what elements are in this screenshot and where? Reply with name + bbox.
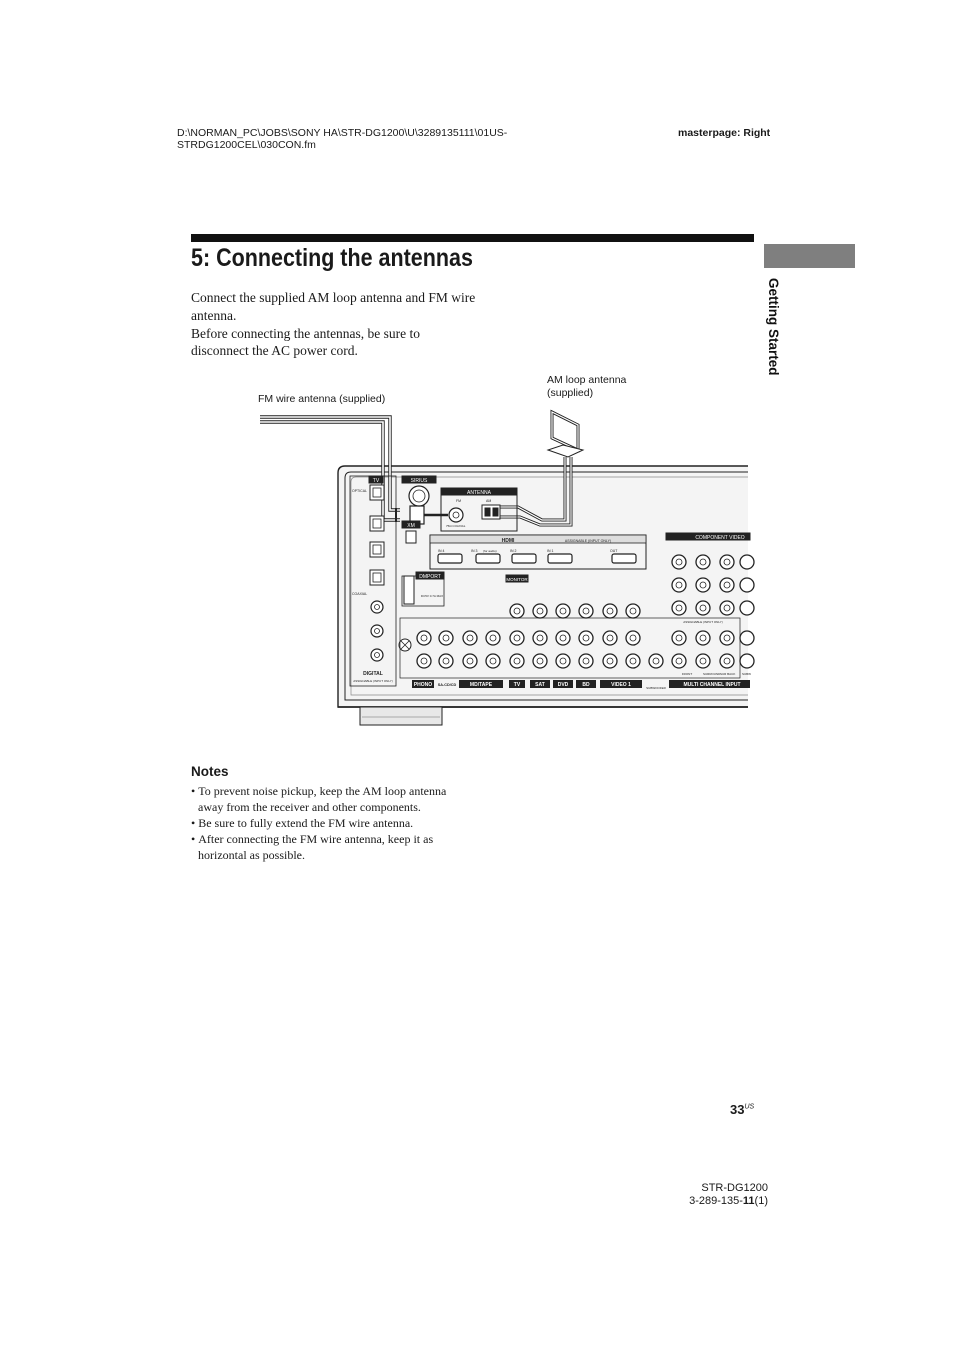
mc-surback-label: SUR BACK: [720, 672, 736, 676]
digital-note: ASSIGNABLE (INPUT ONLY): [353, 679, 393, 683]
subwoofer-label: SUBWOOFER: [646, 686, 666, 690]
file-path-line-1: D:\NORMAN_PC\JOBS\SONY HA\STR-DG1200\U\3289135111\01US-: [177, 127, 508, 139]
hdmi-in4-label: IN 4: [438, 549, 445, 553]
tv-tag: TV: [372, 478, 380, 484]
mc-subw-label: SUBW: [742, 672, 751, 676]
intro-paragraph-2: Before connecting the antennas, be sure to disconnect the AC power cord.: [191, 325, 421, 359]
hdmi-assignable: ASSIGNABLE (INPUT ONLY): [564, 539, 612, 543]
file-path: [177, 127, 557, 151]
optical-label: OPTICAL: [352, 489, 367, 493]
dmport-rating: DC5V 0.7A MAX: [420, 594, 444, 598]
intro-paragraph-1: Connect the supplied AM loop antenna and FM wire antenna.: [191, 290, 476, 323]
sirius-label: SIRIUS: [410, 478, 428, 484]
label-sat: SAT: [535, 682, 545, 688]
component-assignable-note: ASSIGNABLE (INPUT ONLY): [683, 620, 723, 624]
label-video1: VIDEO 1: [611, 682, 631, 688]
mc-front-label: FRONT: [681, 672, 693, 676]
antenna-label: ANTENNA: [467, 490, 491, 496]
fm-terminal-label: FM: [456, 499, 462, 503]
am-terminal-label: AM: [486, 499, 492, 503]
part-number-suffix: (1): [754, 1195, 768, 1207]
input-label-strip: [412, 680, 750, 688]
hdmi-in3-note: (for audio): [483, 549, 497, 553]
am-callout-line-2: (supplied): [547, 387, 594, 399]
am-callout-line-1: AM loop antenna: [547, 374, 627, 386]
part-number-bold: 11: [742, 1195, 755, 1207]
coaxial-label: COAXIAL: [352, 592, 368, 596]
hdmi-in1-label: IN 1: [547, 549, 554, 553]
title-rule: [191, 234, 754, 242]
section-tab: [764, 244, 855, 268]
hdmi-out-label: OUT: [610, 549, 618, 553]
note-item: • To prevent noise pickup, keep the AM loop antenna away from the receiver and other components.: [191, 783, 466, 815]
dmport-label: DMPORT: [419, 574, 441, 580]
section-side-label: Getting Started: [766, 278, 781, 376]
receiver-foot: [360, 707, 442, 725]
label-sacd: SA-CD/CD: [437, 683, 457, 687]
label-dvd: DVD: [557, 682, 569, 688]
notes-title: Notes: [191, 764, 229, 779]
hdmi-label: HDMI: [501, 538, 515, 544]
label-bd: BD: [582, 682, 590, 688]
page-title: 5: Connecting the antennas: [191, 244, 473, 272]
am-antenna-callout: [547, 374, 626, 400]
label-mdtape: MD/TAPE: [469, 682, 493, 688]
note-item: • After connecting the FM wire antenna, keep it as horizontal as possible.: [191, 831, 466, 863]
page-number: [730, 1102, 754, 1117]
part-number: [686, 1195, 768, 1208]
monitor-label: MONITOR: [506, 577, 528, 582]
xm-label: XM: [407, 523, 415, 529]
digital-label: DIGITAL: [363, 671, 383, 677]
hdmi-in2-label: IN 2: [510, 549, 517, 553]
part-number-prefix: 3-289-135-: [689, 1195, 743, 1207]
page-number-value: 33: [730, 1102, 745, 1117]
component-video-label: COMPONENT VIDEO: [695, 535, 745, 541]
page-number-suffix: US: [744, 1103, 755, 1111]
fm-antenna-callout: FM wire antenna (supplied): [258, 393, 386, 405]
intro-text: [191, 289, 481, 360]
label-multi-channel: MULTI CHANNEL INPUT: [683, 682, 741, 688]
label-phono: PHONO: [413, 682, 433, 688]
model-info: [686, 1182, 768, 1208]
coaxial-75-label: 75Ω COAXIAL: [446, 524, 466, 528]
notes-list: [191, 783, 466, 863]
label-tv: TV: [513, 682, 521, 688]
model-number: STR-DG1200: [701, 1182, 768, 1194]
note-item: • Be sure to fully extend the FM wire antenna.: [191, 815, 466, 831]
file-path-line-2: STRDG1200CEL\030CON.fm: [177, 139, 316, 151]
hdmi-in3-label: IN 3: [471, 549, 478, 553]
masterpage-label: masterpage: Right: [678, 127, 771, 139]
mc-surround-label: SURROUND: [703, 672, 721, 676]
receiver-rear-panel-diagram: [250, 405, 750, 730]
